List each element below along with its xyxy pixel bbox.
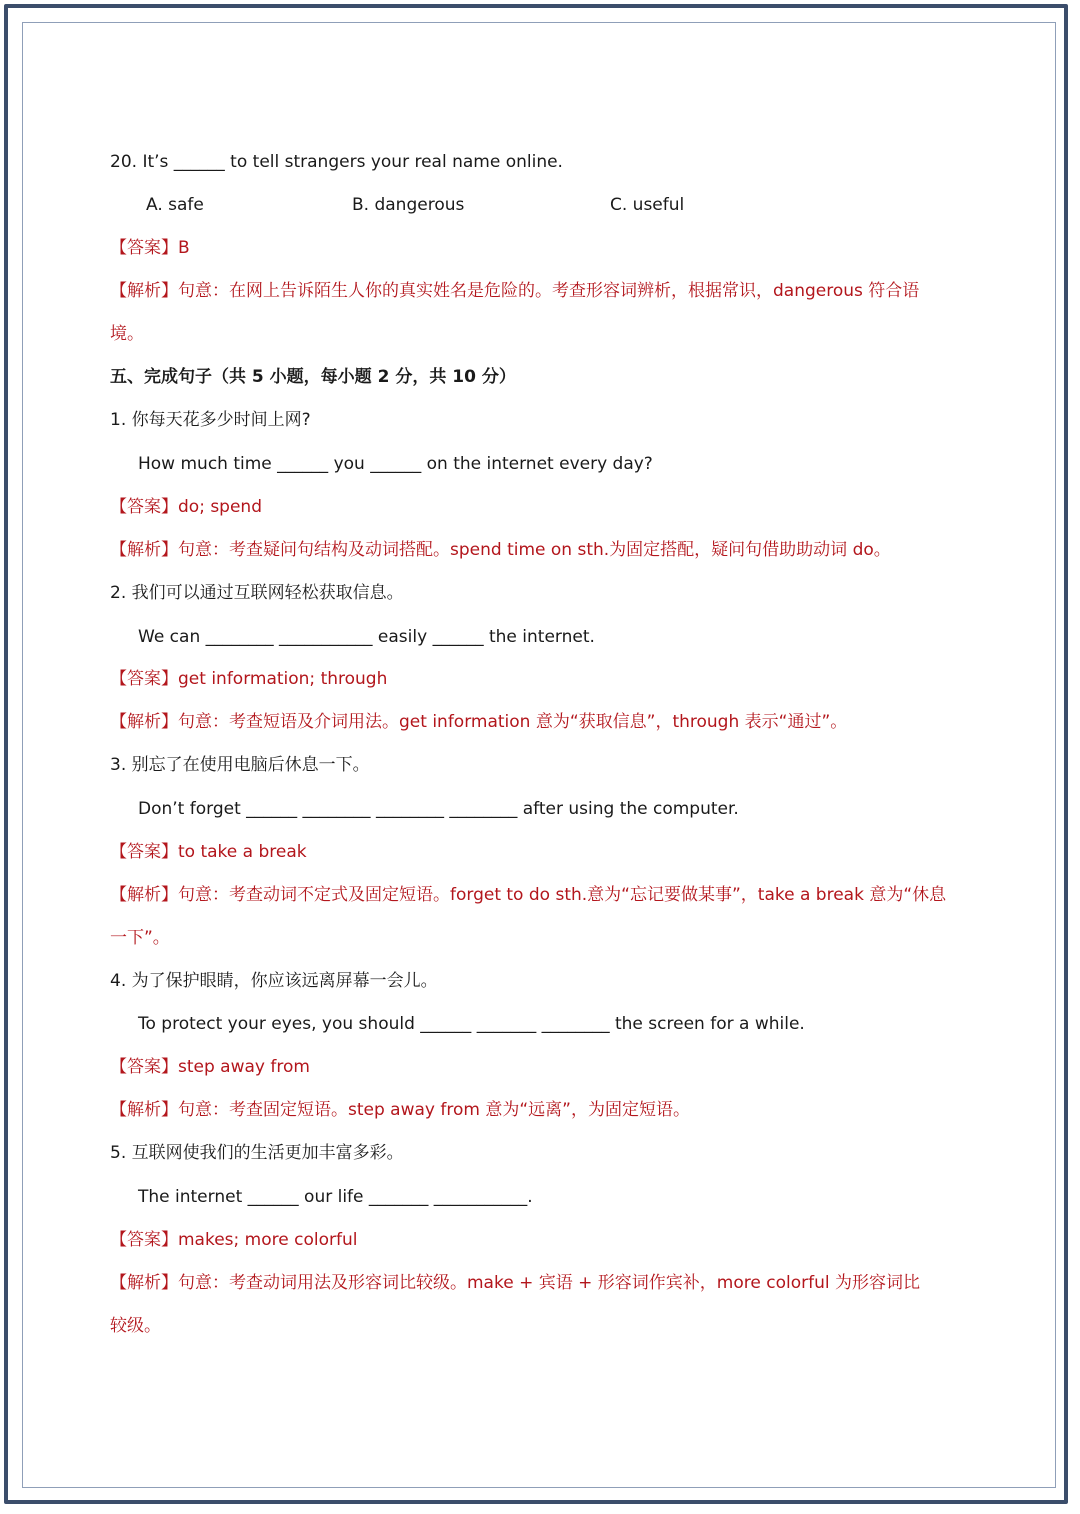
item5-english: The internet ______ our life _______ ___________. [138,1187,533,1207]
item1-chinese: 1. 你每天花多少时间上网? [110,410,311,430]
item4-chinese: 4. 为了保护眼睛，你应该远离屏幕一会儿。 [110,971,438,991]
item4-analysis: 【解析】句意：考查固定短语。step away from 意为“远离”，为固定短语。 [110,1100,690,1120]
q20-options [146,194,980,216]
item5-chinese: 5. 互联网使我们的生活更加丰富多彩。 [110,1143,404,1163]
q20-option-a: A. safe [146,195,204,215]
item5-analysis-line2: 较级。 [110,1316,161,1336]
item4-answer: 【答案】step away from [110,1057,310,1077]
item3-answer: 【答案】to take a break [110,842,307,862]
item3-english: Don’t forget ______ ________ ________ ________ after using the computer. [138,799,739,819]
item3-analysis-line2: 一下”。 [110,928,170,948]
item2-chinese: 2. 我们可以通过互联网轻松获取信息。 [110,583,404,603]
q20-analysis-line1: 【解析】句意：在网上告诉陌生人你的真实姓名是危险的。考查形容词辨析，根据常识，dangerous 符合语 [110,281,920,301]
item1-answer: 【答案】do; spend [110,497,262,517]
item2-answer: 【答案】get information; through [110,669,388,689]
q20-option-c: C. useful [610,195,685,215]
item5-answer: 【答案】makes; more colorful [110,1230,358,1250]
item2-analysis: 【解析】句意：考查短语及介词用法。get information 意为“获取信息”，through 表示“通过”。 [110,712,848,732]
item2-english: We can ________ ___________ easily ______ the internet. [138,627,595,647]
item1-english: How much time ______ you ______ on the internet every day? [138,454,653,474]
q20-option-b: B. dangerous [352,195,465,215]
q20-stem: 20. It’s ______ to tell strangers your real name online. [110,152,563,172]
item3-analysis-line1: 【解析】句意：考查动词不定式及固定短语。forget to do sth.意为“忘记要做某事”，take a break 意为“休息 [110,885,947,905]
item1-analysis: 【解析】句意：考查疑问句结构及动词搭配。spend time on sth.为固定搭配，疑问句借助助动词 do。 [110,540,891,560]
item3-chinese: 3. 别忘了在使用电脑后休息一下。 [110,755,370,775]
q20-answer: 【答案】B [110,238,190,258]
section5-heading: 五、完成句子（共 5 小题，每小题 2 分，共 10 分） [110,367,516,387]
q20-analysis-line2: 境。 [110,324,144,344]
item4-english: To protect your eyes, you should ______ _______ ________ the screen for a while. [138,1014,805,1034]
item5-analysis-line1: 【解析】句意：考查动词用法及形容词比较级。make + 宾语 + 形容词作宾补，more colorful 为形容词比 [110,1273,920,1293]
